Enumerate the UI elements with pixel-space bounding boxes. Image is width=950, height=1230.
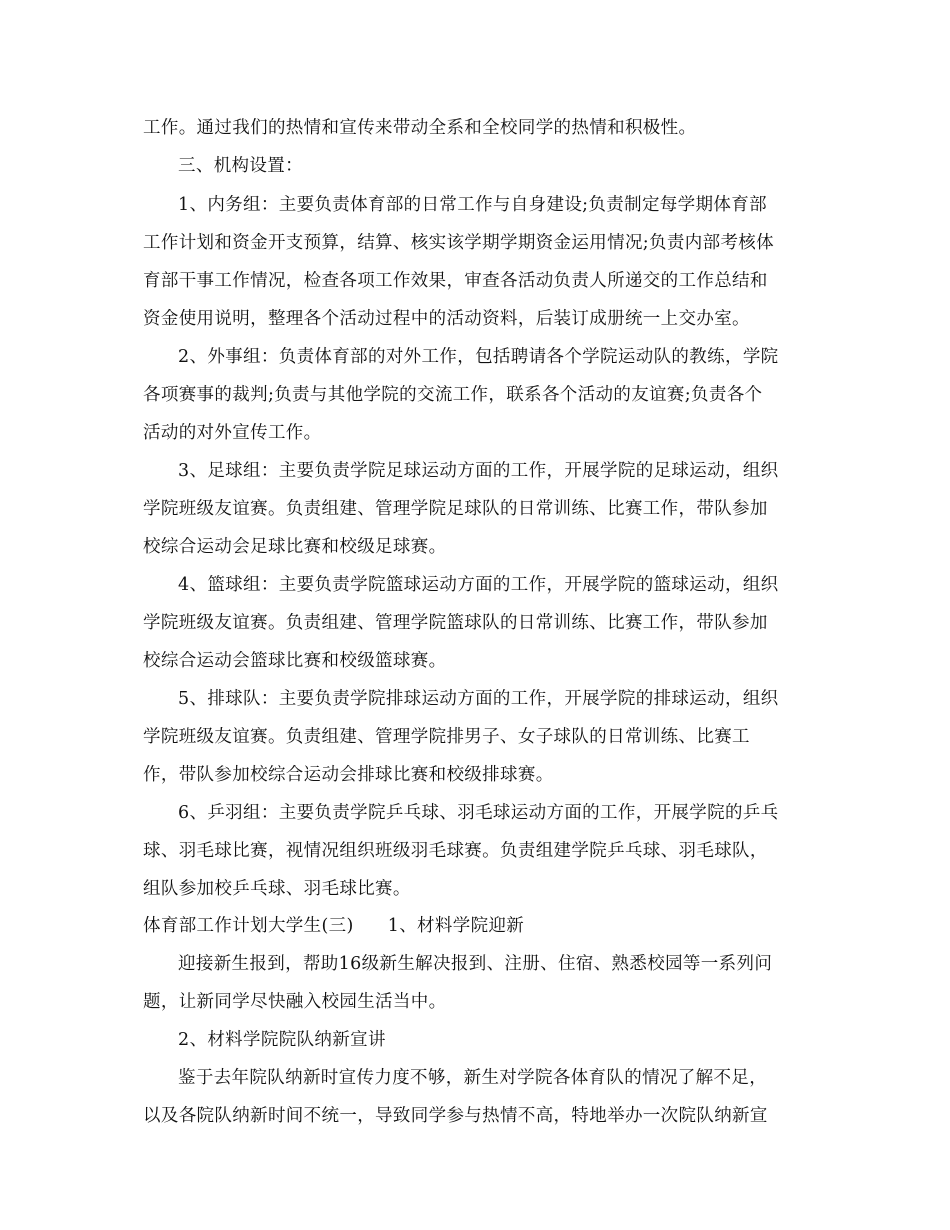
text-line: 6、乒羽组：主要负责学院乒乓球、羽毛球运动方面的工作，开展学院的乒乓	[178, 803, 779, 823]
text-line: 3、足球组：主要负责学院足球运动方面的工作，开展学院的足球运动，组织	[178, 461, 779, 481]
text-line: 5、排球队：主要负责学院排球运动方面的工作，开展学院的排球运动，组织	[178, 689, 779, 709]
text-line: 学院班级友谊赛。负责组建、管理学院排男子、女子球队的日常训练、比赛工	[143, 727, 750, 747]
text-line: 1、内务组：主要负责体育部的日常工作与自身建设;负责制定每学期体育部	[178, 195, 767, 215]
text-line: 资金使用说明，整理各个活动过程中的活动资料，后装订成册统一上交办室。	[143, 309, 750, 329]
text-line: 4、篮球组：主要负责学院篮球运动方面的工作，开展学院的篮球运动，组织	[178, 575, 779, 595]
heading-item: 1、材料学院迎新	[387, 916, 525, 936]
text-line: 2、外事组：负责体育部的对外工作，包括聘请各个学院运动队的教练，学院	[178, 347, 779, 367]
text-line: 以及各院队纳新时间不统一，导致同学参与热情不高，特地举办一次院队纳新宣	[143, 1106, 768, 1126]
text-line: 各项赛事的裁判;负责与其他学院的交流工作，联系各个活动的友谊赛;负责各个	[143, 385, 763, 405]
text-line: 工作。通过我们的热情和宣传来带动全系和全校同学的热情和积极性。	[143, 118, 697, 138]
text-line: 学院班级友谊赛。负责组建、管理学院足球队的日常训练、比赛工作，带队参加	[143, 499, 768, 519]
heading-title: 体育部工作计划大学生(三)	[143, 916, 354, 936]
text-line: 育部干事工作情况，检查各项工作效果，审查各活动负责人所递交的工作总结和	[143, 271, 768, 291]
text-line: 作，带队参加校综合运动会排球比赛和校级排球赛。	[143, 765, 554, 785]
text-line: 鉴于去年院队纳新时宣传力度不够，新生对学院各体育队的情况了解不足，	[178, 1068, 768, 1088]
text-line: 校综合运动会足球比赛和校级足球赛。	[143, 537, 447, 557]
section-heading: 三、机构设置：	[178, 156, 303, 176]
text-line: 学院班级友谊赛。负责组建、管理学院篮球队的日常训练、比赛工作，带队参加	[143, 613, 768, 633]
text-line: 活动的对外宣传工作。	[143, 423, 322, 443]
text-line: 2、材料学院院队纳新宣讲	[178, 1030, 386, 1050]
text-line: 题，让新同学尽快融入校园生活当中。	[143, 992, 447, 1012]
text-line: 工作计划和资金开支预算，结算、核实该学期学期资金运用情况;负责内部考核体	[143, 233, 774, 253]
text-line: 迎接新生报到，帮助16级新生解决报到、注册、住宿、熟悉校园等一系列问	[178, 954, 773, 974]
text-line: 组队参加校乒乓球、羽毛球比赛。	[143, 879, 411, 899]
text-line: 校综合运动会篮球比赛和校级篮球赛。	[143, 651, 447, 671]
document-heading	[143, 914, 524, 938]
text-line: 球、羽毛球比赛，视情况组织班级羽毛球赛。负责组建学院乒乓球、羽毛球队，	[143, 841, 768, 861]
